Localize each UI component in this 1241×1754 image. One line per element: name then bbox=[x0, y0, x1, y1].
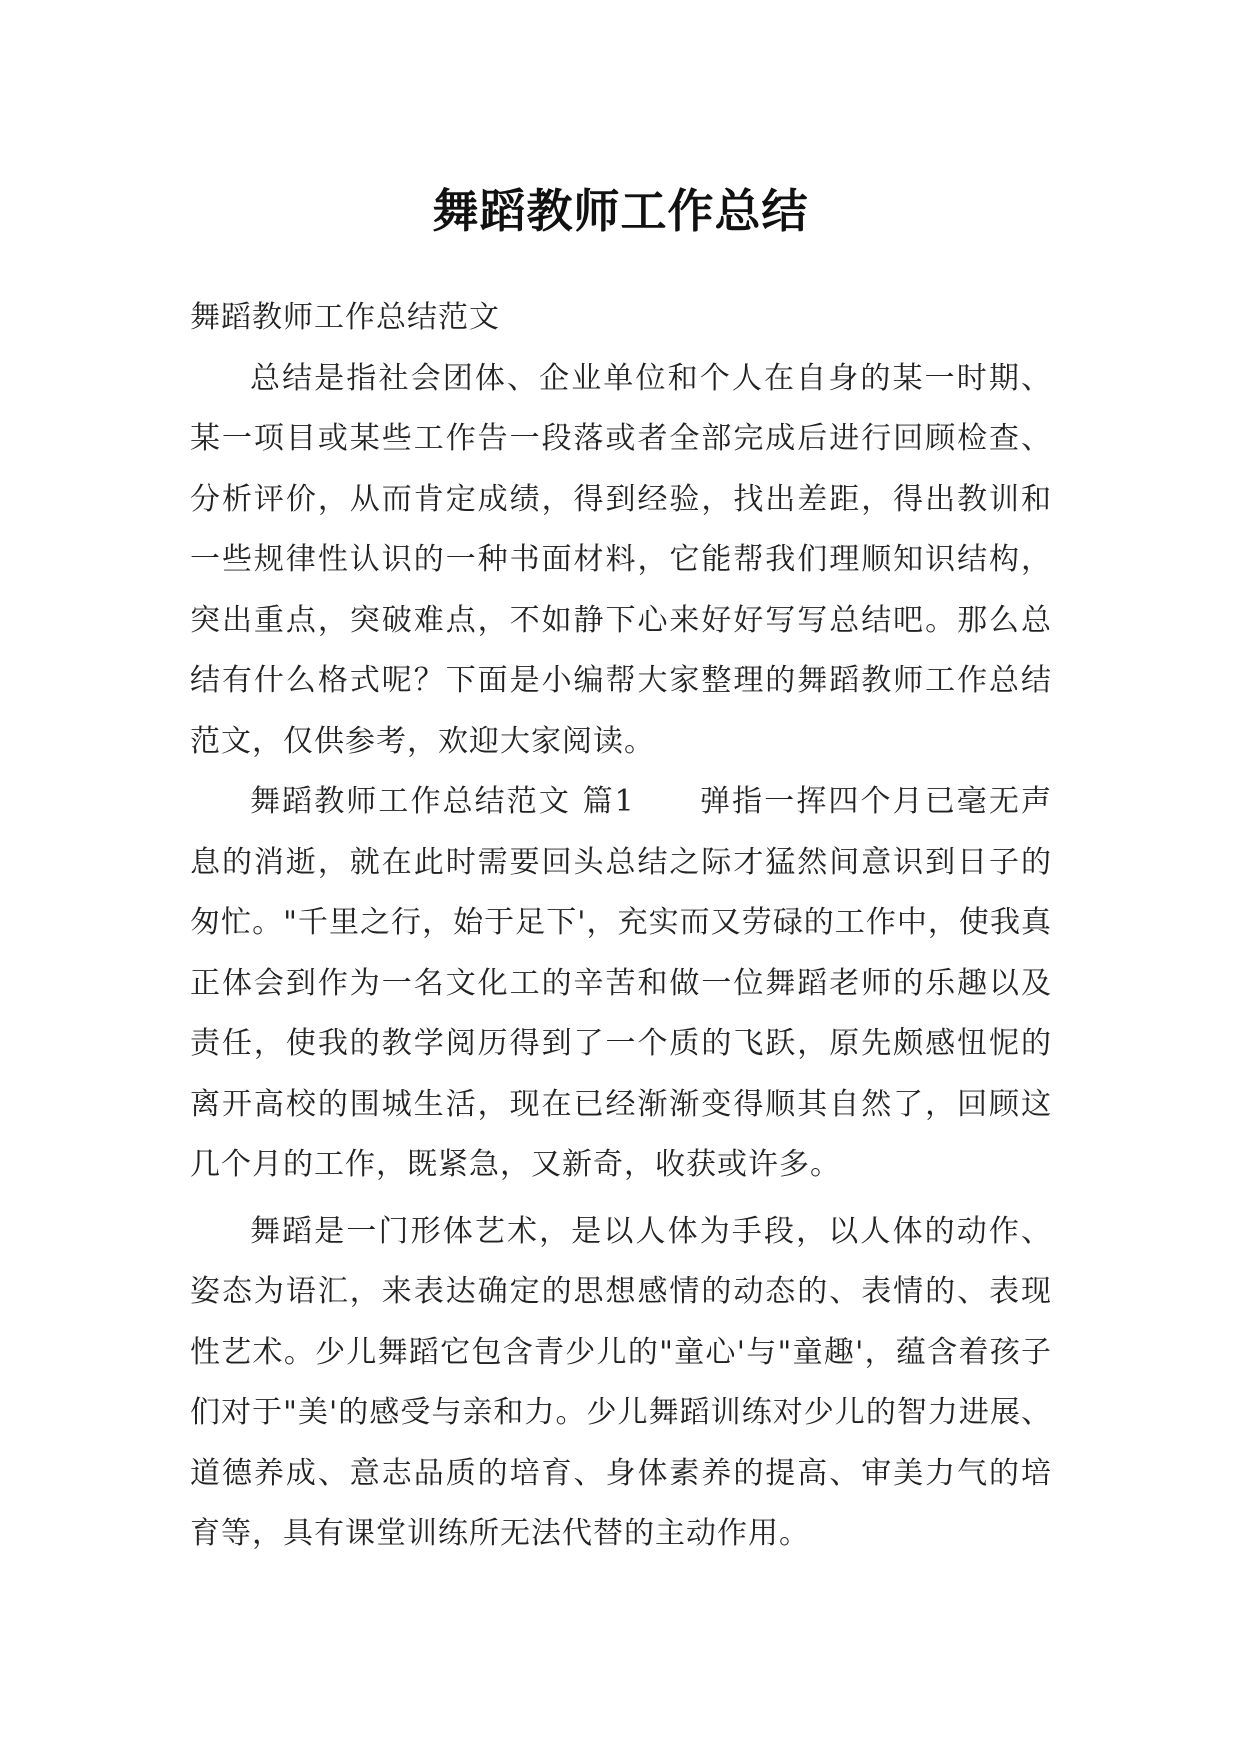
document-title: 舞蹈教师工作总结 bbox=[432, 183, 809, 238]
document-body bbox=[190, 288, 1052, 1565]
paragraph-section-1: 舞蹈教师工作总结范文 篇1 弹指一挥四个月已毫无声息的消逝，就在此时需要回头总结之际才猛然间意识到日子的匆忙。"千里之行，始于足下'，充实而又劳碌的工作中，使我真正体会到作为一名文化工的辛苦和做一位舞蹈老师的乐趣以及责任，使我的教学阅历得到了一个质的飞跃，原先颇感忸怩的离开高校的围城生活，现在已经渐渐变得顺其自然了，回顾这几个月的工作，既紧急，又新奇，收获或许多。 bbox=[190, 784, 1052, 1182]
paragraph-intro: 总结是指社会团体、企业单位和个人在自身的某一时期、某一项目或某些工作告一段落或者全部完成后进行回顾检查、分析评价，从而肯定成绩，得到经验，找出差距，得出教训和一些规律性认识的一种书面材料，它能帮我们理顺知识结构，突出重点，突破难点，不如静下心来好好写写总结吧。那么总结有什么格式呢？下面是小编帮大家整理的舞蹈教师工作总结范文，仅供参考，欢迎大家阅读。 bbox=[190, 360, 1052, 759]
document-subtitle: 舞蹈教师工作总结范文 bbox=[190, 300, 500, 335]
paragraph-dance-art: 舞蹈是一门形体艺术，是以人体为手段，以人体的动作、姿态为语汇，来表达确定的思想感情的动态的、表情的、表现性艺术。少儿舞蹈它包含青少儿的"童心'与"童趣'，蕴含着孩子们对于"美'的感受与亲和力。少儿舞蹈训练对少儿的智力进展、道德养成、意志品质的培育、身体素养的提高、审美力气的培育等，具有课堂训练所无法代替的主动作用。 bbox=[190, 1213, 1052, 1551]
